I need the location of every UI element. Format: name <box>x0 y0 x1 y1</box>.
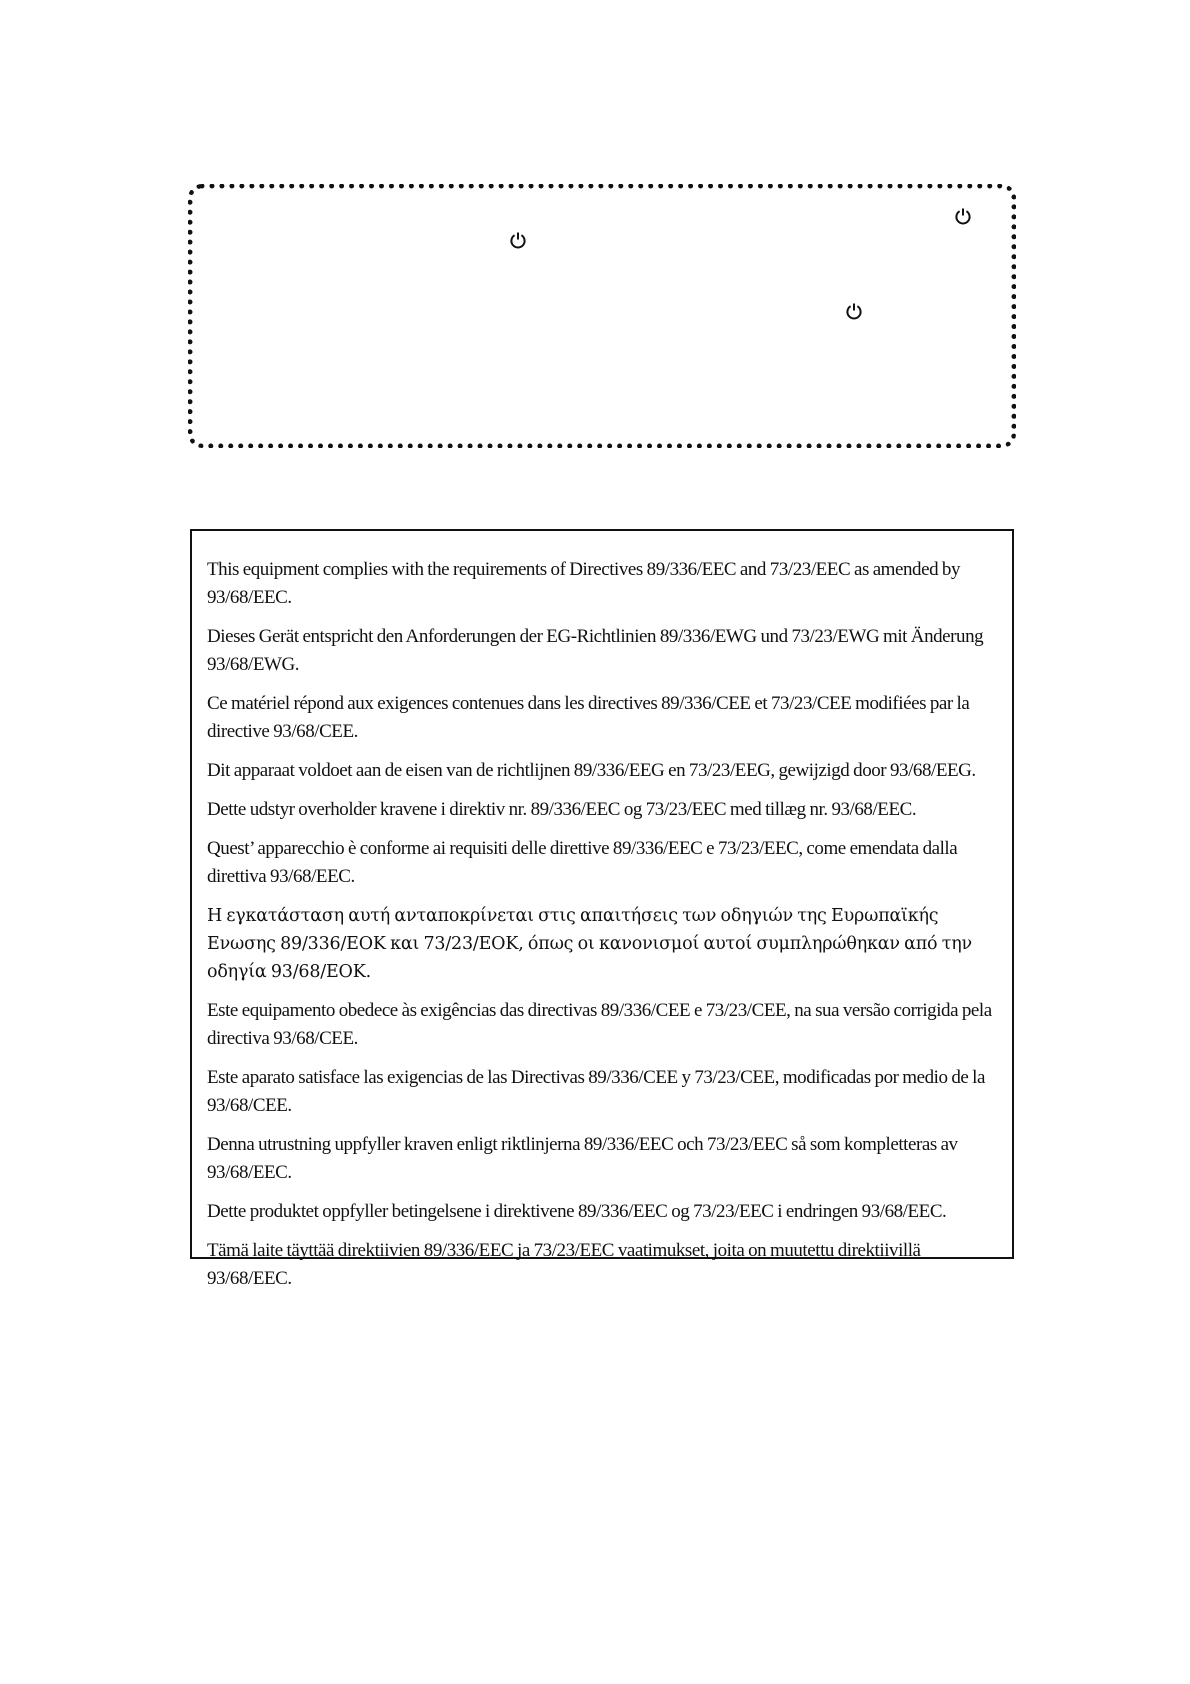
compliance-statement-finnish: Tämä laite täyttää direktiivien 89/336/EEC ja 73/23/EEC vaatimukset, joita on muutettu direktiivillä 93/68/EEC. <box>207 1240 921 1289</box>
ce-compliance-box <box>190 529 1014 1289</box>
caution-notice-box <box>188 184 1016 448</box>
power-standby-icon <box>954 207 972 225</box>
compliance-statement-french: Ce matériel répond aux exigences contenues dans les directives 89/336/CEE et 73/23/CEE modifiées par la directive 93/68/CEE. <box>207 693 970 742</box>
compliance-statement-german: Dieses Gerät entspricht den Anforderungen der EG-Richtlinien 89/336/EWG und 73/23/EWG mit Änderung 93/68/EWG. <box>207 626 984 675</box>
power-standby-icon <box>845 302 863 320</box>
compliance-statement-swedish: Denna utrustning uppfyller kraven enligt riktlinjerna 89/336/EEC och 73/23/EEC så som kompletteras av 93/68/EEC. <box>207 1134 958 1183</box>
compliance-statement-spanish: Este aparato satisface las exigencias de las Directivas 89/336/CEE y 73/23/CEE, modificadas por medio de la 93/68/CEE. <box>207 1067 985 1116</box>
compliance-statement-dutch: Dit apparaat voldoet aan de eisen van de richtlijnen 89/336/EEG en 73/23/EEG, gewijzigd door 93/68/EEG. <box>207 760 976 781</box>
compliance-statement-greek: Η εγκατάσταση αυτή ανταποκρίνεται στις απαιτήσεις των οδηγιών της Ευρωπαϊκής Ενωσης 89/336/ΕΟΚ και 73/23/ΕΟΚ, όπως οι κανονισμοί αυτοί συμπληρώθηκαν από την οδηγία 93/68/ΕΟΚ. <box>207 906 972 982</box>
power-standby-icon <box>509 231 527 249</box>
compliance-statement-danish: Dette udstyr overholder kravene i direktiv nr. 89/336/EEC og 73/23/EEC med tillæg nr. 93/68/EEC. <box>207 799 917 820</box>
compliance-statement-italian: Quest’ apparecchio è conforme ai requisiti delle direttive 89/336/EEC e 73/23/EEC, come emendata dalla direttiva 93/68/EEC. <box>207 838 958 887</box>
compliance-statement-portuguese: Este equipamento obedece às exigências das directivas 89/336/CEE e 73/23/CEE, na sua versão corrigida pela directiva 93/68/CEE. <box>207 1000 992 1049</box>
compliance-statement-english: This equipment complies with the requirements of Directives 89/336/EEC and 73/23/EEC as amended by 93/68/EEC. <box>207 559 961 608</box>
compliance-statement-norwegian: Dette produktet oppfyller betingelsene i direktivene 89/336/EEC og 73/23/EEC i endringen 93/68/EEC. <box>207 1201 947 1222</box>
